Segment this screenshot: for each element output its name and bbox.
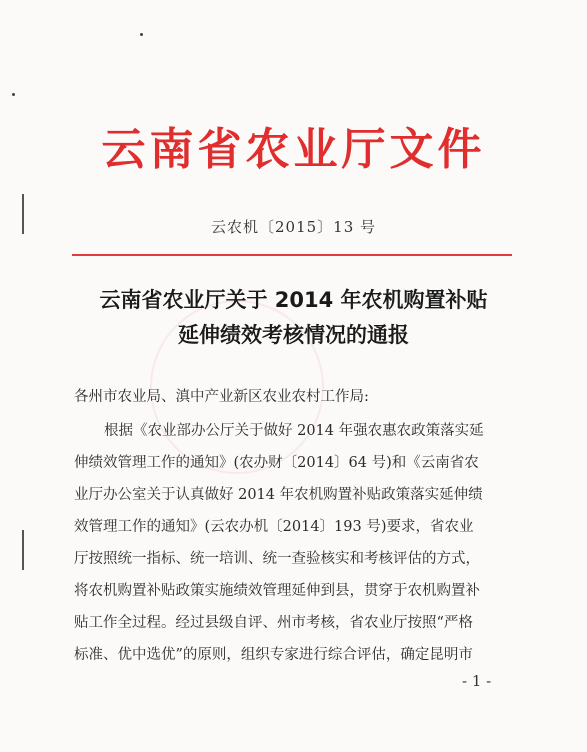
scan-dot	[12, 93, 15, 96]
red-divider-rule	[72, 254, 512, 256]
salutation: 各州市农业局、滇中产业新区农业农村工作局:	[74, 389, 369, 405]
page-number: - 1 -	[462, 672, 492, 690]
document-title-line-2: 延伸绩效考核情况的通报	[178, 323, 409, 347]
scan-dot	[140, 33, 143, 36]
body-line: 标准、优中选优”的原则，组织专家进行综合评估，确定昆明市	[74, 647, 473, 663]
body-line: 效管理工作的通知》(云农办机〔2014〕193 号)要求，省农业	[74, 519, 474, 535]
body-line: 贴工作全过程。经过县级自评、州市考核，省农业厅按照“严格	[74, 615, 473, 631]
body-line: 伸绩效管理工作的通知》(农办财〔2014〕64 号)和《云南省农	[74, 455, 479, 471]
body-line: 将农机购置补贴政策实施绩效管理延伸到县，贯穿于农机购置补	[74, 583, 480, 599]
document-number: 云农机〔2015〕13 号	[210, 218, 377, 236]
document-title-line-1: 云南省农业厅关于 2014 年农机购置补贴	[99, 288, 488, 312]
binding-mark-bottom	[22, 530, 24, 570]
body-line: 根据《农业部办公厅关于做好 2014 年强农惠农政策落实延	[104, 423, 484, 439]
body-line: 厅按照统一指标、统一培训、统一查验核实和考核评估的方式，	[74, 551, 480, 567]
document-header: 云南省农业厅文件	[101, 124, 486, 175]
body-line: 业厅办公室关于认真做好 2014 年农机购置补贴政策落实延伸绩	[74, 487, 483, 503]
